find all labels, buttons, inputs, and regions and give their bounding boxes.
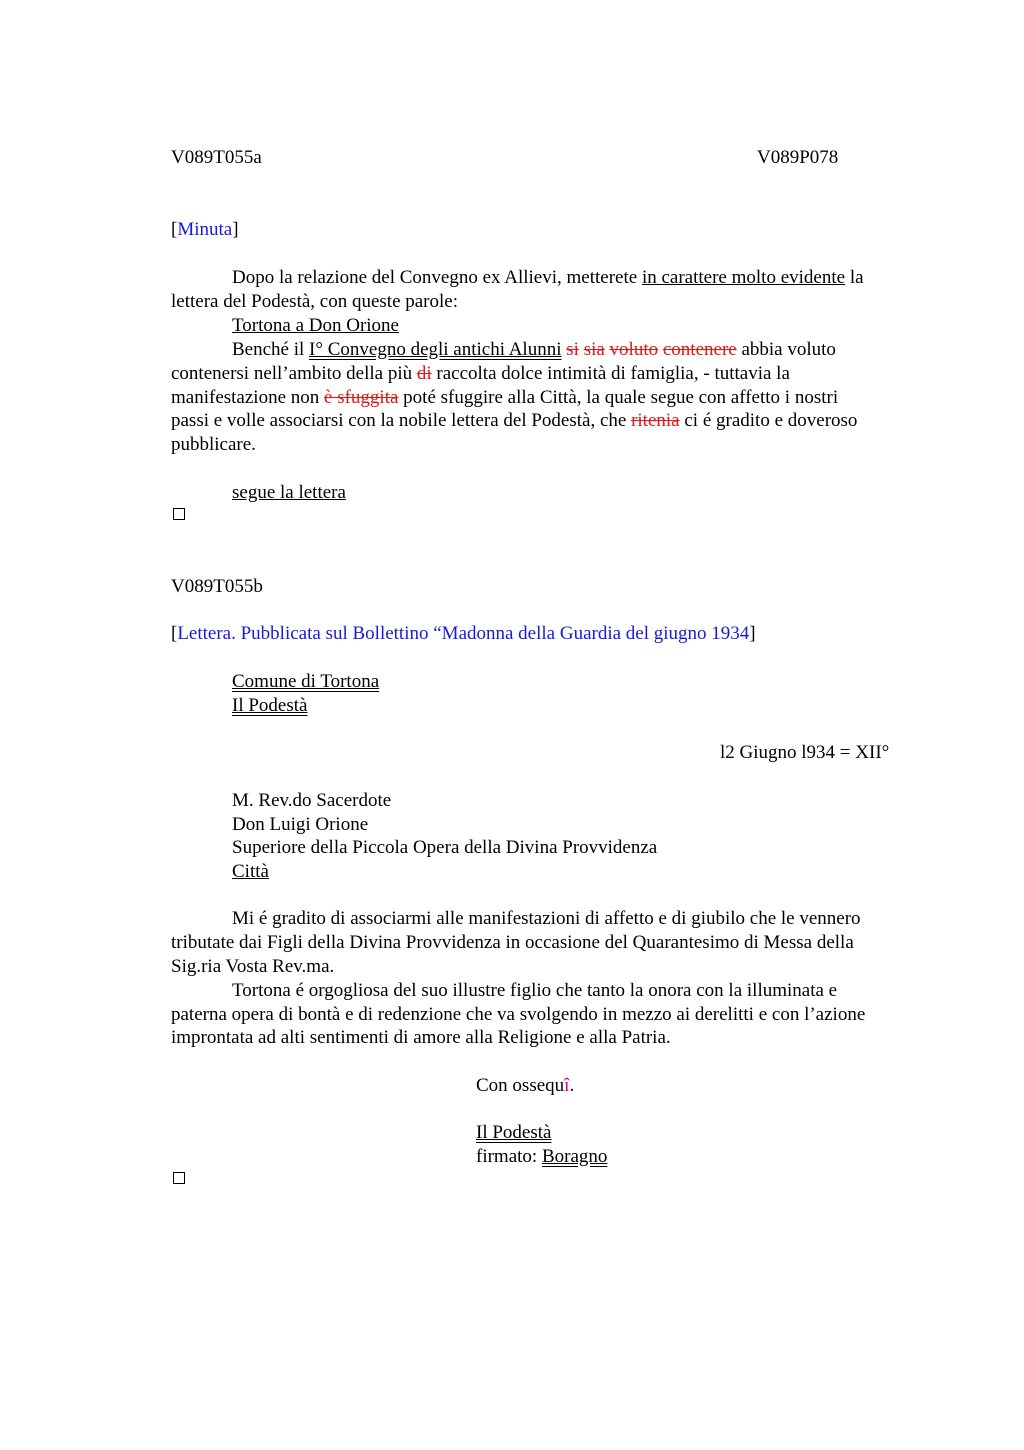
document-code-left: V089T055a [171,147,262,168]
article-title: Tortona a Don Orione [232,315,399,336]
letter-closing: Con ossequî. [476,1075,575,1096]
address-line: M. Rev.do Sacerdote [232,790,392,811]
paragraph-line: pubblicare. [171,434,256,455]
letter-paragraph-line: Sig.ria Vosta Rev.ma. [171,956,335,977]
highlighted-char: î [564,1075,570,1096]
paragraph-line: Benché il I° Convegno degli antichi Alunni si sia voluto contenere abbia voluto [232,339,836,360]
paragraph-line: manifestazione non è sfuggita poté sfuggire alla Città, la quale segue con affetto i nostri [171,387,839,408]
address-line: Superiore della Piccola Opera della Divina Provvidenza [232,837,658,858]
signature-title: Il Podestà [476,1122,552,1143]
deleted-text: voluto [609,339,659,360]
paragraph-line: Dopo la relazione del Convegno ex Allievi, metterete in carattere molto evidente la [232,267,864,288]
letter-paragraph-line: paterna opera di bontà e di redenzione che va svolgendo in mezzo ai derelitti e con l’azione [171,1004,866,1025]
page-code-right: V089P078 [757,147,839,168]
deleted-text: ritenia [631,410,680,431]
section-end-box [173,508,185,520]
signature-name: Boragno [541,1146,608,1167]
document-code: V089T055b [171,576,263,597]
underlined-text: in carattere molto evidente [641,267,846,288]
deleted-text: è sfuggita [324,387,399,408]
section-label-minuta: [Minuta] [171,219,239,240]
section-label-lettera: [Lettera. Pubblicata sul Bollettino “Madonna della Guardia del giugno 1934] [171,623,756,644]
paragraph-line: passi e volle associarsi con la nobile lettera del Podestà, che ritenia ci é gradito e doveroso [171,410,858,431]
section-end-box [173,1172,185,1184]
letter-date: l2 Giugno l934 = XII° [720,742,890,763]
signature-line: firmato: Boragno [476,1146,608,1167]
deleted-text: di [416,363,432,384]
editorial-note: Lettera. Pubblicata sul Bollettino “Madonna della Guardia del giugno 1934 [177,623,750,644]
deleted-text: si [566,339,579,360]
letterhead-comune: Comune di Tortona [232,671,380,692]
letter-paragraph-line: tributate dai Figli della Divina Provvidenza in occasione del Quarantesimo di Messa della [171,932,854,953]
letter-paragraph-line: improntata ad alti sentimenti di amore alla Religione e alla Patria. [171,1027,671,1048]
double-underlined-text: I° Convegno degli antichi Alunni [309,339,562,360]
letterhead-podesta: Il Podestà [232,695,308,716]
paragraph-line: lettera del Podestà, con queste parole: [171,291,459,312]
paragraph-line: contenersi nell’ambito della più di raccolta dolce intimità di famiglia, - tuttavia la [171,363,790,384]
deleted-text: sia [583,339,605,360]
address-line: Don Luigi Orione [232,814,369,835]
address-line: Città [232,861,269,882]
follow-note: segue la lettera [232,482,346,503]
letter-paragraph-line: Tortona é orgogliosa del suo illustre figlio che tanto la onora con la illuminata e [232,980,838,1001]
editorial-note: Minuta [177,219,233,240]
letter-paragraph-line: Mi é gradito di associarmi alle manifestazioni di affetto e di giubilo che le vennero [232,908,861,929]
deleted-text: contenere [662,339,737,360]
